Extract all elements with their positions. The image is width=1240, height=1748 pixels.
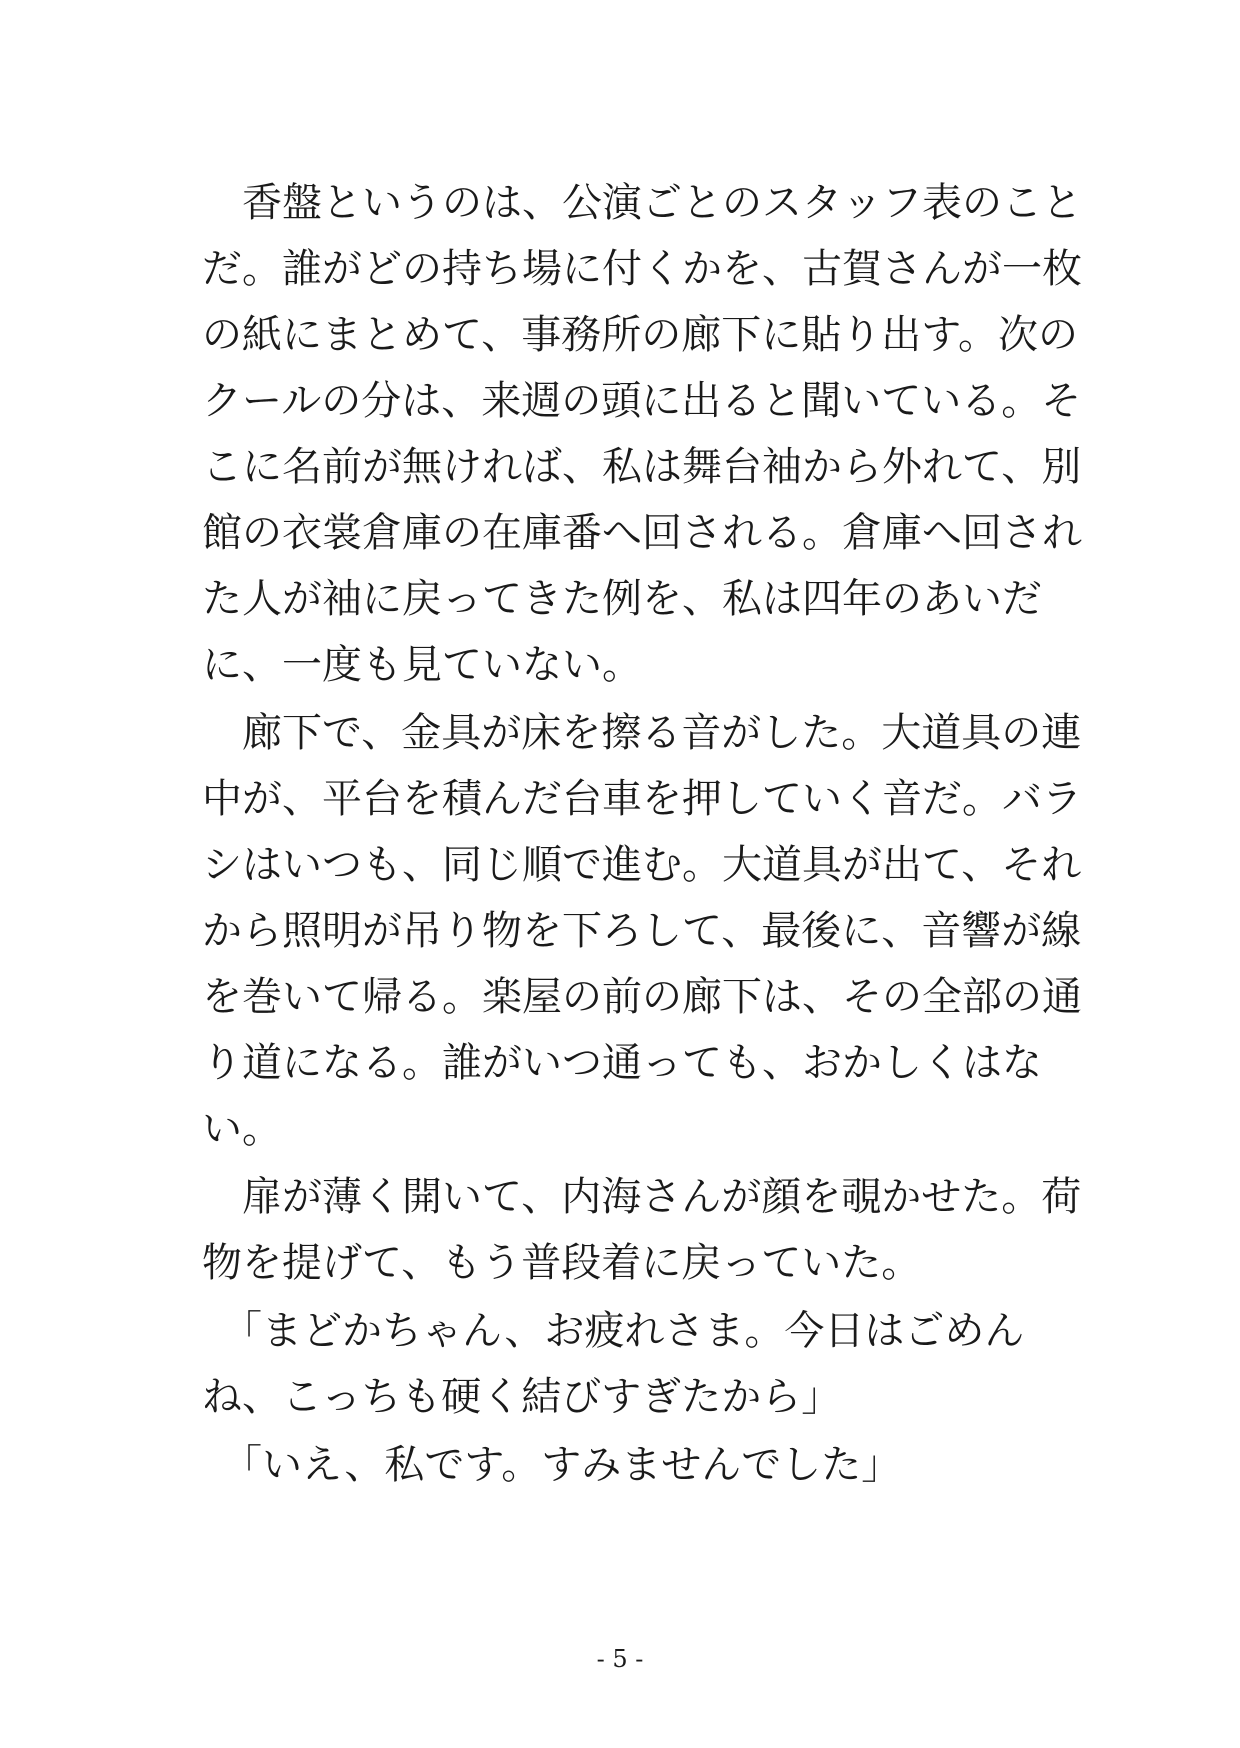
paragraph [202,1164,1082,1296]
text-line: の紙にまとめて、事務所の廊下に貼り出す。次の [202,312,1078,358]
page-number: - 5 - [596,1645,644,1673]
text-line: クールの分は、来週の頭に出ると聞いている。そ [202,378,1082,424]
text-line: 館の衣裳倉庫の在庫番へ回される。倉庫へ回され [202,510,1082,556]
text-line: り道になる。誰がいつ通っても、おかしくはな [202,1040,1042,1086]
text-line: 物を提げて、もう普段着に戻っていた。 [202,1240,922,1286]
text-line: から照明が吊り物を下ろして、最後に、音響が線 [202,908,1082,954]
text-line: シはいつも、同じ順で進む。大道具が出て、それ [202,842,1082,888]
text-line: い。 [202,1106,282,1152]
text-line: に、一度も見ていない。 [202,642,642,688]
paragraph [202,170,1082,698]
text-line: 「まどかちゃん、お疲れさま。今日はごめん [202,1308,1025,1354]
text-line: 中が、平台を積んだ台車を押していく音だ。バラ [202,776,1082,822]
body-text [202,170,1082,1498]
dialogue-paragraph [202,1432,1042,1498]
text-line: だ。誰がどの持ち場に付くかを、古賀さんが一枚 [202,246,1082,292]
text-line: を巻いて帰る。楽屋の前の廊下は、その全部の通 [202,974,1082,1020]
text-line: た人が袖に戻ってきた例を、私は四年のあいだ [202,576,1042,622]
text-line: 香盤というのは、公演ごとのスタッフ表のこと [202,180,1082,226]
text-line: 扉が薄く開いて、内海さんが顔を覗かせた。荷 [202,1174,1082,1220]
text-line: 廊下で、金具が床を擦る音がした。大道具の連 [202,710,1082,756]
text-line: ね、こっちも硬く結びすぎたから」 [202,1374,842,1420]
text-line: 「いえ、私です。すみませんでした」 [202,1442,902,1488]
text-line: こに名前が無ければ、私は舞台袖から外れて、別 [202,444,1082,490]
paragraph [202,700,1082,1162]
dialogue-paragraph [202,1298,1042,1430]
